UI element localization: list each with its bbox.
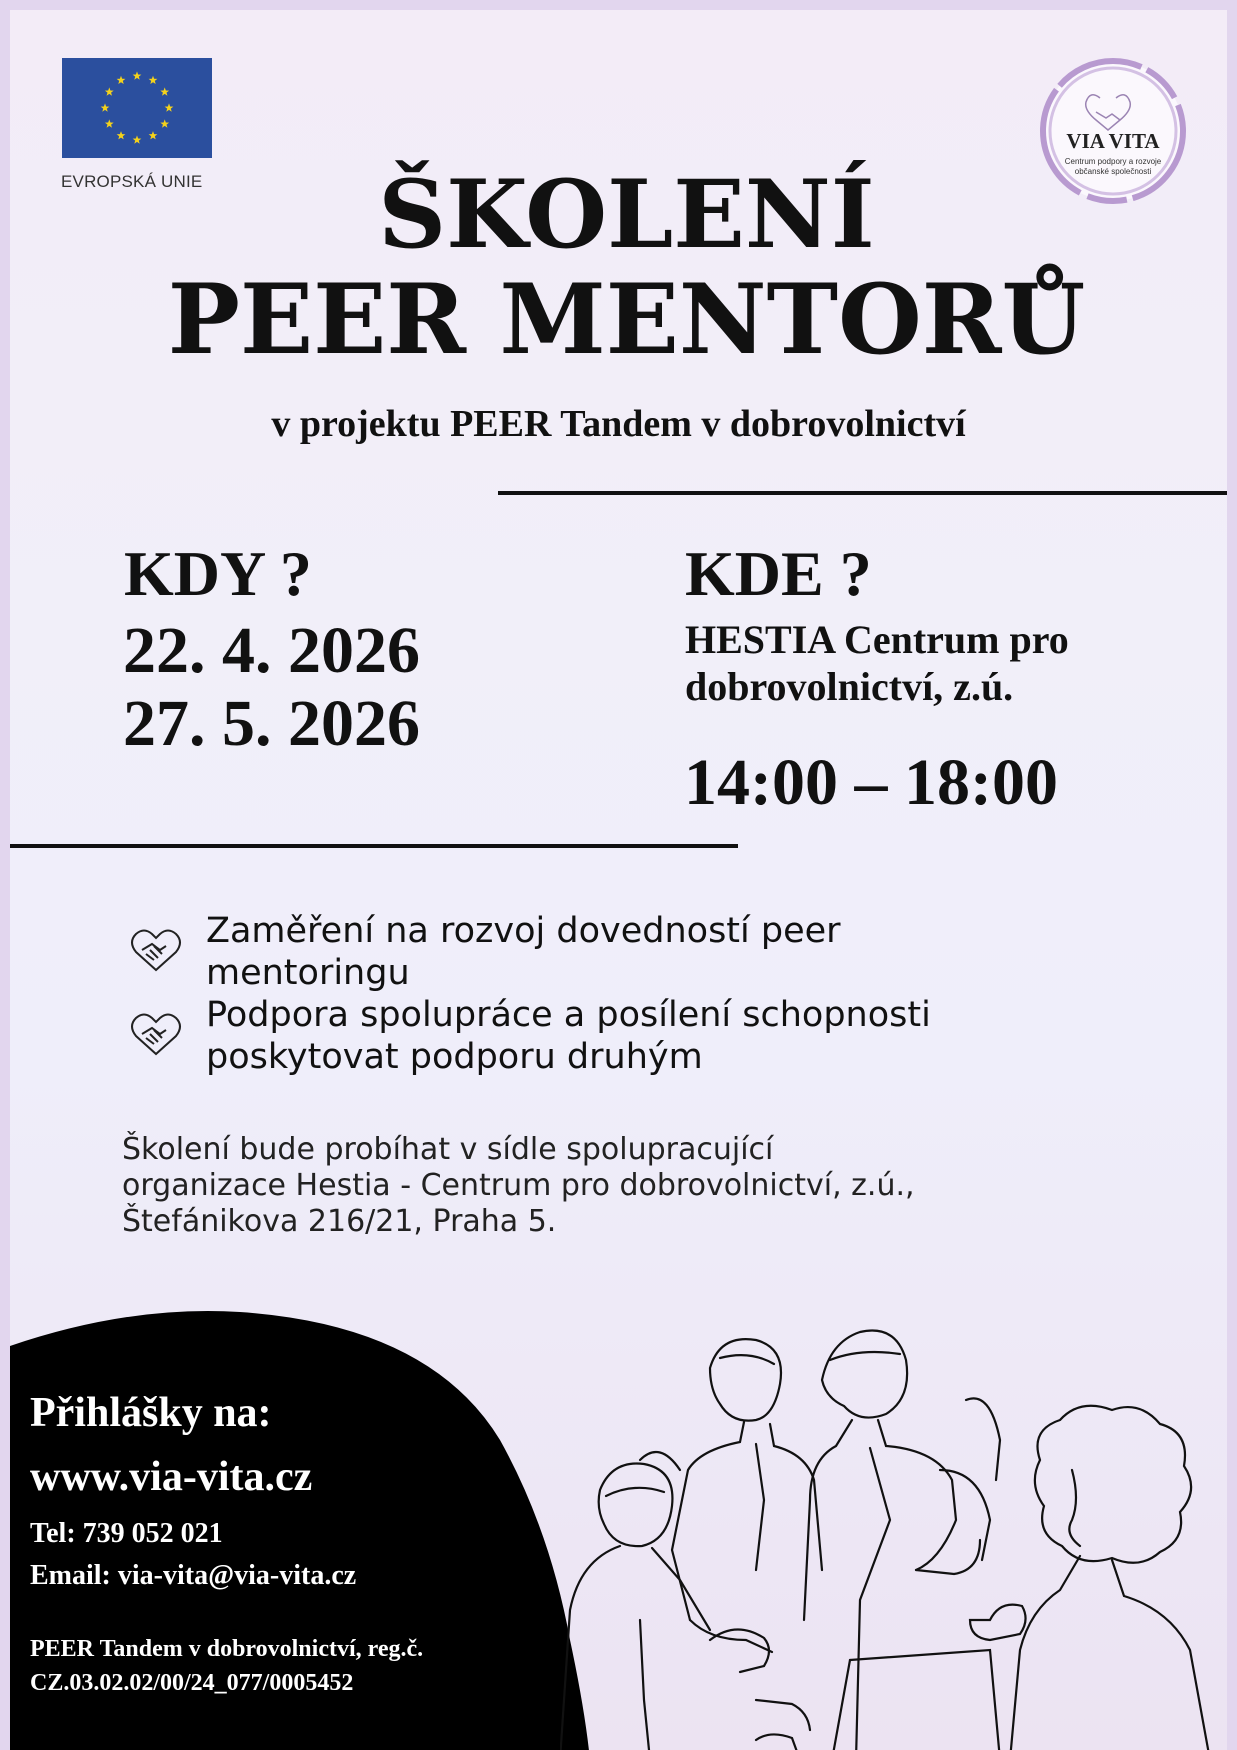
place-line2: dobrovolnictví, z.ú. <box>685 664 1014 709</box>
place <box>685 616 1205 710</box>
subtitle: v projektu PEER Tandem v dobrovolnictví <box>271 403 966 445</box>
project-reg: PEER Tandem v dobrovolnictví, reg.č. CZ.03.02.02/00/24_077/0005452 <box>30 1636 424 1696</box>
people-line-art <box>560 1320 1227 1750</box>
signup-heading: Přihlášky na: <box>30 1390 272 1436</box>
email[interactable]: Email: via-vita@via-vita.cz <box>30 1560 357 1591</box>
title-line1: ŠKOLENÍ <box>378 160 875 270</box>
svg-text:Centrum podpory a rozvoje: Centrum podpory a rozvoje <box>1064 157 1162 166</box>
place-line1: HESTIA Centrum pro <box>685 617 1069 662</box>
website-link[interactable]: www.via-vita.cz <box>30 1454 313 1500</box>
eu-flag-icon <box>62 58 212 158</box>
dates <box>123 614 420 760</box>
svg-text:občanské společnosti: občanské společnosti <box>1074 167 1152 176</box>
svg-text:VIA VITA: VIA VITA <box>1066 129 1160 153</box>
phone[interactable]: Tel: 739 052 021 <box>30 1518 223 1549</box>
bullet-text: Zaměření na rozvoj dovedností peer mentoringu <box>206 911 841 993</box>
bullet-text: Podpora spolupráce a posílení schopnosti poskytovat podporu druhým <box>206 995 931 1077</box>
divider-top <box>498 491 1227 495</box>
venue-note: Školení bude probíhat v sídle spolupracující organizace Hestia - Centrum pro dobrovolnictví, z.ú., Štefánikova 216/21, Praha 5. <box>122 1132 915 1239</box>
time: 14:00 – 18:00 <box>684 746 1058 819</box>
date-2: 27. 5. 2026 <box>123 687 420 760</box>
poster <box>10 10 1227 1750</box>
eu-label: EVROPSKÁ UNIE <box>61 172 203 191</box>
list-item <box>128 910 1088 994</box>
handshake-heart-icon <box>128 1008 184 1058</box>
date-1: 22. 4. 2026 <box>123 614 420 687</box>
title-line2: PEER MENTORŮ <box>167 263 1086 376</box>
when-heading: KDY ? <box>124 538 312 609</box>
bullet-list <box>128 910 1088 1078</box>
where-heading: KDE ? <box>685 538 872 609</box>
handshake-heart-icon <box>128 924 184 974</box>
list-item <box>128 994 1088 1078</box>
contact-block <box>30 1392 423 1700</box>
divider-middle <box>10 844 738 848</box>
